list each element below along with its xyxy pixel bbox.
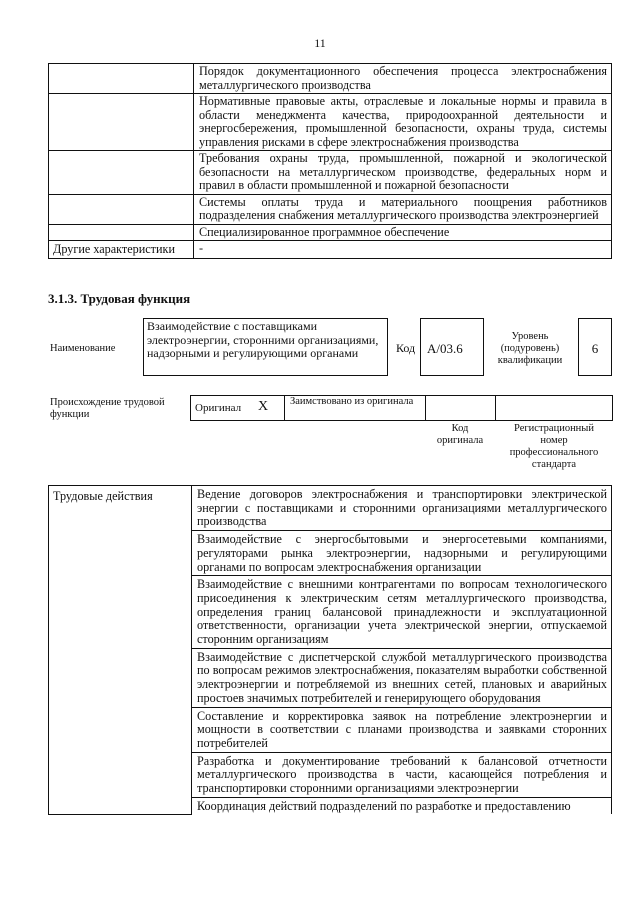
reg-number-caption: Регистрационный номер профессионального стандарта [509, 423, 599, 470]
action-item: Разработка и документирование требований к балансовой отчетности металлургического производства в части, касающейся потребления и транспортировки сторонними организациями электроэнергии [192, 752, 612, 797]
origin-divider [425, 395, 426, 421]
action-item: Взаимодействие с энергосбытовыми и энергосетевыми компаниями, регуляторами рынка электроэнергии, надзорными и регулирующими органами по вопросам электроснабжения организации [192, 531, 612, 576]
action-item: Взаимодействие с внешними контрагентами по вопросам технологического присоединения к электрическим сетям металлургического производства, определения границ балансовой принадлежности и эксплуатационной ответственности, организации учета электрической энергии, отпускаемой сторонним организациям [192, 576, 612, 649]
row-label [49, 194, 194, 224]
knowledge-table [48, 63, 612, 259]
origin-divider [495, 395, 496, 421]
row-label [49, 94, 194, 151]
table-row [49, 224, 612, 241]
row-text: Системы оплаты труда и материального поощрения работников подразделения снабжения металлургического производства электроэнергией [194, 194, 612, 224]
table-row [49, 241, 612, 259]
row-text: Требования охраны труда, промышленной, пожарной и экологической безопасности на металлургическом производстве, федеральных норм и правил в области промышленной и пожарной безопасности [194, 151, 612, 195]
row-label [49, 151, 194, 195]
table-row [49, 151, 612, 195]
table-row [49, 64, 612, 94]
page-number: 11 [314, 36, 326, 50]
function-code-value: A/03.6 [420, 318, 484, 376]
other-characteristics-value: - [194, 241, 612, 259]
original-label: Оригинал [195, 402, 242, 414]
qualification-level-value: 6 [578, 318, 612, 376]
qualification-level-label: Уровень (подуровень) квалификации [497, 331, 563, 366]
table-row [49, 486, 612, 531]
labor-actions-table [48, 485, 612, 815]
function-name-value: Взаимодействие с поставщиками электроэнергии, сторонними организациями, надзорными и регулирующими органами [143, 318, 388, 376]
borrowed-label: Заимствовано из оригинала [290, 396, 414, 407]
row-text: Нормативные правовые акты, отраслевые и локальные нормы и правила в области менеджмента качества, природоохранной деятельности и энергосбережения, промышленной безопасности, охраны труда, системы управления рисками в сфере электроснабжения производства [194, 94, 612, 151]
table-row [49, 94, 612, 151]
action-item: Взаимодействие с диспетчерской службой металлургического производства по вопросам режимов электроснабжения, показателям выработки собственной электроэнергии и потребляемой из внешних сетей, плановых и аварийных простоев значимых потребителей и генерирующего оборудования [192, 648, 612, 707]
section-heading: 3.1.3. Трудовая функция [48, 291, 191, 306]
code-original-caption: Код оригинала [436, 423, 484, 446]
code-label: Код [396, 341, 416, 355]
row-label [49, 64, 194, 94]
other-characteristics-label: Другие характеристики [49, 241, 194, 259]
origin-label: Происхождение трудовой функции [50, 397, 165, 420]
row-label [49, 224, 194, 241]
table-row [49, 194, 612, 224]
action-item: Координация действий подразделений по разработке и предоставлению [192, 797, 612, 814]
row-text: Порядок документационного обеспечения процесса электроснабжения металлургического производства [194, 64, 612, 94]
origin-divider [284, 395, 285, 421]
action-item: Составление и корректировка заявок на потребление электроэнергии и мощности в соответствии с планами производства и заявками сторонних потребителей [192, 707, 612, 752]
row-text: Специализированное программное обеспечение [194, 224, 612, 241]
labor-actions-label: Трудовые действия [49, 486, 192, 815]
name-label: Наименование [50, 343, 116, 354]
action-item: Ведение договоров электроснабжения и транспортировки электрической энергии с поставщиками и сторонними организациями металлургического производства [192, 486, 612, 531]
original-mark: X [258, 399, 269, 414]
